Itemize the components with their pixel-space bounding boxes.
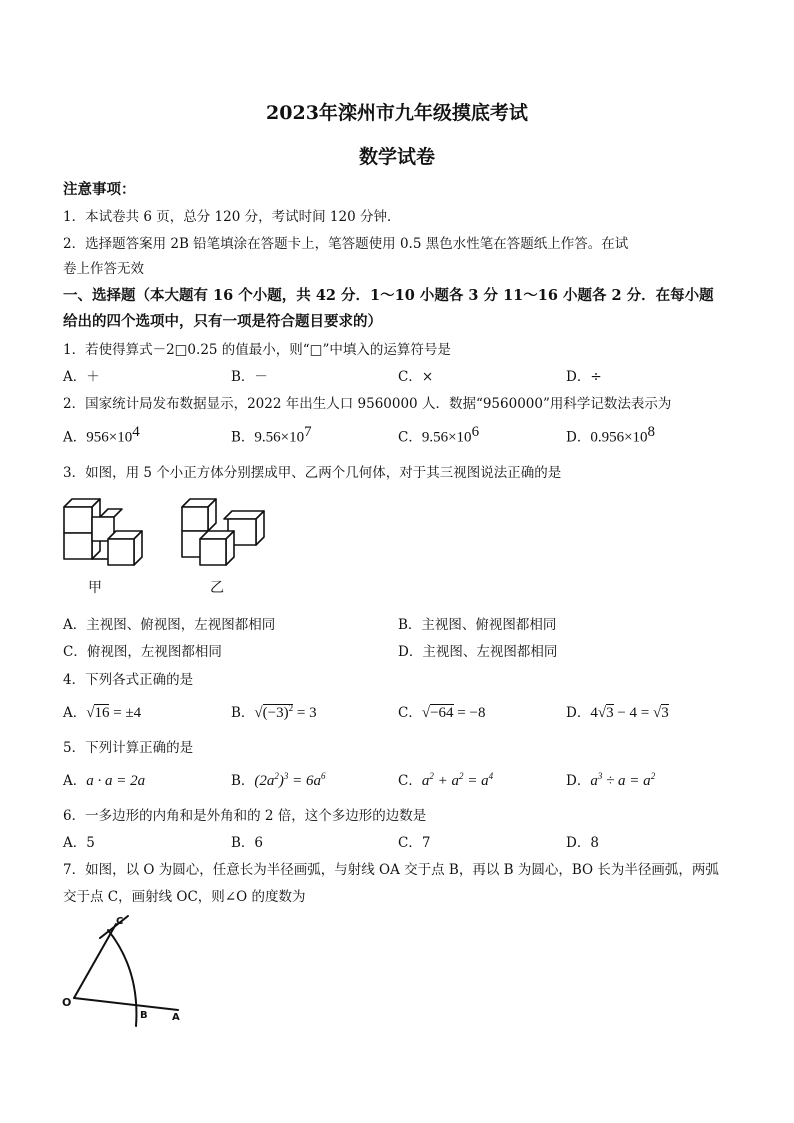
expr-part: a [421, 773, 430, 789]
question-5-option-b [231, 769, 326, 790]
cube-figure-yi [178, 493, 278, 573]
option-expression: 956×10 [86, 429, 133, 446]
figure-label-yi: 乙 [210, 580, 224, 596]
radicand: 16 [94, 705, 110, 721]
radicand: 3 [606, 705, 614, 721]
point-label-b: B [140, 1010, 148, 1021]
question-1-option-a: A．＋ [63, 369, 100, 385]
question-7-stem-line-1: 7．如图，以 O 为圆心，任意长为半径画弧，与射线 OA 交于点 B，再以 B 为圆心，BO 长为半径画弧，两弧 [63, 862, 719, 878]
option-label: A． [63, 705, 87, 721]
question-6-option-c: C．7 [398, 835, 431, 851]
question-5-option-c [398, 769, 493, 790]
expr-exponent: 3 [283, 771, 289, 781]
question-5-option-a [63, 769, 145, 790]
compass-construction-figure [60, 910, 200, 1030]
option-exponent: 4 [132, 424, 140, 440]
expr-exponent: 4 [488, 771, 494, 781]
exam-subtitle: 数学试卷 [358, 146, 435, 168]
option-label: D． [566, 429, 591, 446]
option-rest: = 3 [296, 705, 317, 721]
option-expression: 0.956×10 [590, 429, 648, 446]
expr-part: + a [433, 773, 459, 789]
cube-figure-jia [60, 493, 160, 573]
notes-item-1: 1．本试卷共 6 页，总分 120 分，考试时间 120 分钟． [63, 209, 401, 225]
point-label-c: C [116, 916, 124, 927]
option-expression: 9.56×10 [421, 429, 472, 446]
question-1-option-b: B．－ [231, 369, 268, 385]
question-1-option-d: D．÷ [566, 369, 602, 385]
option-exponent: 7 [304, 424, 312, 440]
option-middle: − 4 = [617, 705, 650, 721]
point-label-a: A [172, 1012, 180, 1023]
question-4-option-b: B．$√(-3)^2 = 3$ [231, 703, 317, 721]
question-2-option-b [231, 424, 312, 447]
option-expression: 9.56×10 [254, 429, 305, 446]
option-rest: = ±4 [113, 705, 142, 721]
option-label: C． [398, 705, 422, 721]
question-4-option-d: D．4√3 − 4 = √3 [566, 705, 669, 721]
coefficient: 4 [590, 705, 598, 721]
question-2-option-c [398, 424, 479, 447]
section-1-heading-line-2: 给出的四个选项中，只有一项是符合题目要求的） [63, 313, 382, 330]
option-label: C． [398, 429, 422, 446]
expr-exponent: 6 [321, 771, 326, 781]
option-label: B． [231, 705, 255, 721]
option-label: D． [566, 773, 591, 789]
expr-exponent: 2 [650, 771, 656, 781]
option-label: C． [398, 773, 422, 789]
expr-exponent: 2 [458, 771, 464, 781]
question-6-option-a: A．5 [63, 835, 95, 851]
question-5-stem: 5．下列计算正确的是 [63, 740, 194, 756]
question-4-option-c: C．√−64 = −8 [398, 705, 486, 721]
option-label: D． [566, 705, 591, 721]
expr-part: = a [463, 773, 489, 789]
question-3-option-b: B．主视图、俯视图都相同 [398, 617, 557, 633]
option-expression: a · a = 2a [86, 773, 146, 789]
radicand: 3 [661, 705, 669, 721]
option-rest: = −8 [457, 705, 486, 721]
question-2-option-a [63, 424, 140, 447]
question-7-stem-line-2: 交于点 C，画射线 OC，则∠O 的度数为 [63, 889, 306, 905]
question-3-option-c: C．俯视图，左视图都相同 [63, 644, 222, 660]
notes-item-2-line-1: 2．选择题答案用 2B 铅笔填涂在答题卡上，笔答题使用 0.5 黑色水性笔在答题纸上作答。在试 [63, 236, 629, 252]
expr-exponent: 2 [274, 771, 279, 781]
question-4-option-a: A．√16 = ±4 [63, 705, 142, 721]
option-label: A． [63, 773, 87, 789]
expr-part: a [590, 773, 598, 789]
radicand-exponent: 2 [288, 703, 294, 713]
notes-item-2-line-2: 卷上作答无效 [63, 261, 144, 277]
figure-label-jia: 甲 [88, 580, 102, 596]
question-1-stem: 1．若使得算式－2□0.25 的值最小，则“□”中填入的运算符号是 [63, 342, 451, 358]
radicand: (−3) [262, 705, 289, 721]
question-2-stem: 2．国家统计局发布数据显示，2022 年出生人口 9560000 人．数据“9560000”用科学记数法表示为 [63, 396, 672, 412]
expr-exponent: 2 [429, 771, 434, 781]
question-3-option-a: A．主视图、俯视图，左视图都相同 [63, 617, 276, 633]
option-label: A． [63, 429, 87, 446]
point-label-o: O [62, 996, 72, 1009]
expr-part: ) [278, 773, 284, 789]
option-exponent: 6 [471, 424, 480, 440]
question-2-option-d [566, 424, 655, 447]
question-6-option-d: D．8 [566, 835, 599, 851]
radicand: −64 [430, 705, 454, 721]
question-3-stem: 3．如图，用 5 个小正方体分别摆成甲、乙两个几何体，对于其三视图说法正确的是 [63, 465, 562, 481]
option-label: B． [231, 773, 255, 789]
notes-heading: 注意事项： [63, 181, 136, 198]
question-4-stem: 4．下列各式正确的是 [63, 672, 194, 688]
question-1-option-c: C．× [398, 369, 434, 385]
expr-part: (2a [254, 773, 275, 789]
section-1-heading-line-1: 一、选择题（本大题有 16 个小题，共 42 分．1～10 小题各 3 分 11～16 小题各 2 分．在每小题 [63, 287, 714, 304]
option-exponent: 8 [647, 424, 656, 440]
exam-title: 2023年滦州市九年级摸底考试 [266, 102, 528, 124]
question-6-stem: 6．一多边形的内角和是外角和的 2 倍，这个多边形的边数是 [63, 808, 427, 824]
question-3-option-d: D．主视图、左视图都相同 [398, 644, 558, 660]
option-label: B． [231, 429, 255, 446]
question-5-option-d [566, 769, 655, 790]
expr-exponent: 3 [597, 771, 603, 781]
question-6-option-b: B．6 [231, 835, 264, 851]
expr-part: ÷ a = a [602, 773, 651, 789]
expr-part: = 6a [288, 773, 322, 789]
